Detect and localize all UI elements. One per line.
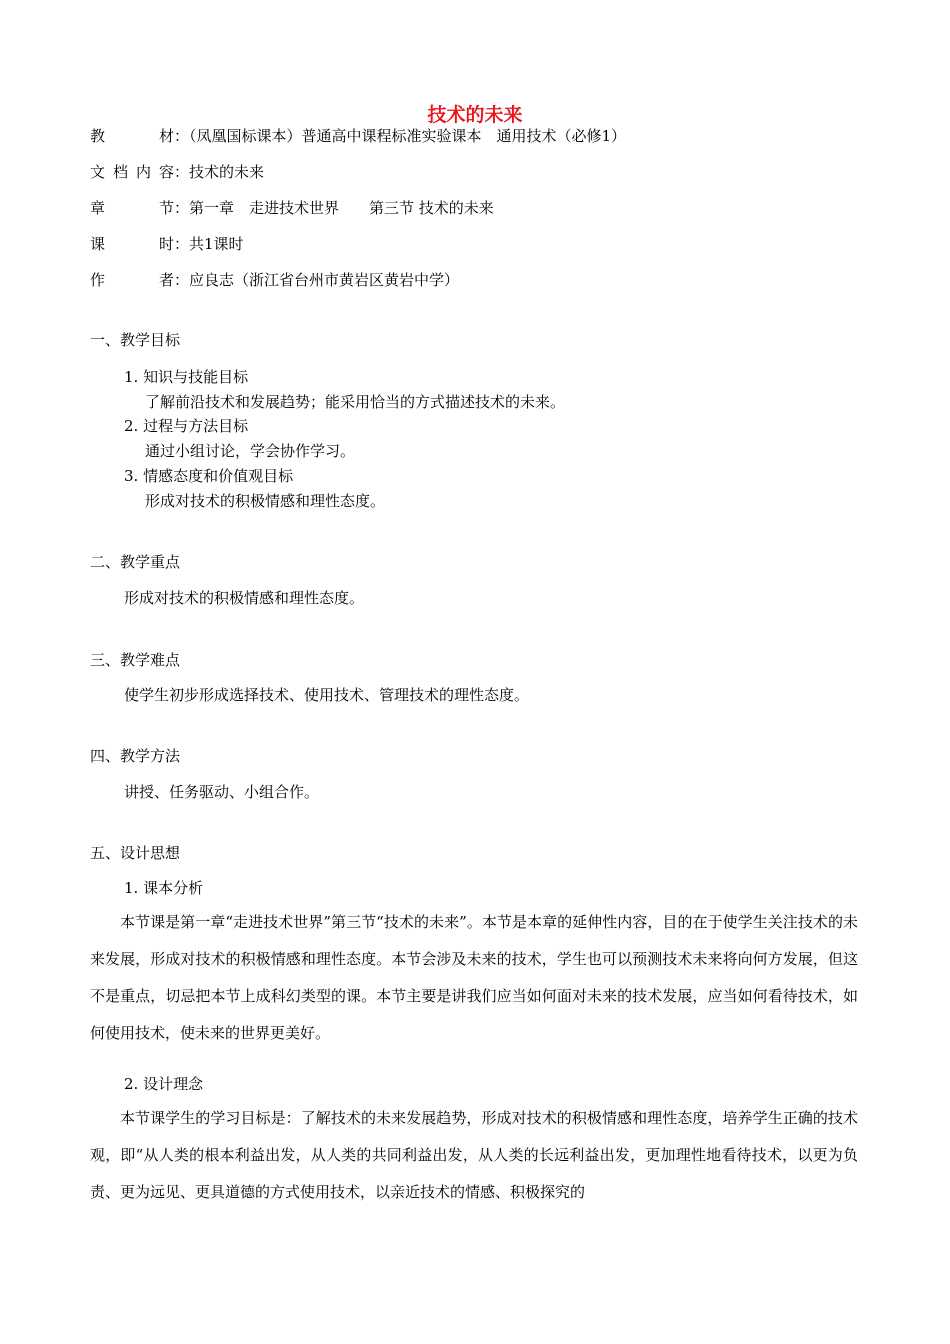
objective-text: 通过小组讨论，学会协作学习。 — [145, 442, 356, 460]
meta-value: 应良志（浙江省台州市黄岩区黄岩中学） — [189, 271, 460, 289]
meta-value: 第一章 走进技术世界 第三节 技术的未来 — [189, 199, 494, 217]
meta-sep: ： — [174, 271, 190, 289]
meta-key: 作者 — [90, 271, 174, 289]
meta-sep: ： — [174, 163, 190, 181]
section-text: 形成对技术的积极情感和理性态度。 — [124, 589, 365, 607]
section-heading: 五、设计思想 — [90, 844, 181, 862]
meta-key: 文档内容 — [90, 163, 174, 181]
subsection-label: 1. 课本分析 — [124, 879, 204, 897]
section-heading: 一、教学目标 — [90, 331, 181, 349]
paragraph-design-concept: 本节课学生的学习目标是：了解技术的未来发展趋势，形成对技术的积极情感和理性态度，培养学生正确的技术观，即“从人类的根本利益出发，从人类的共同利益出发，从人类的长远利益出发，更加理性地看待技术，以更为负责、更为远见、更具道德的方式使用技术，以亲近技术的情感、积极探究的 — [90, 1109, 858, 1201]
document-title: 技术的未来 — [427, 104, 523, 126]
meta-sep: ： — [174, 199, 190, 217]
meta-row-chapter — [90, 198, 494, 218]
meta-key: 教材 — [90, 127, 174, 145]
objective-label: 2. 过程与方法目标 — [124, 417, 249, 435]
paragraph-textbook-analysis: 本节课是第一章“走进技术世界”第三节“技术的未来”。本节是本章的延伸性内容，目的在于使学生关注技术的未来发展，形成对技术的积极情感和理性态度。本节会涉及未来的技术，学生也可以预测技术未来将向何方发展，但这不是重点，切忌把本节上成科幻类型的课。本节主要是讲我们应当如何面对未来的技术发展，应当如何看待技术，如何使用技术，使未来的世界更美好。 — [90, 913, 858, 1042]
meta-key: 课时 — [90, 235, 174, 253]
objective-text: 了解前沿技术和发展趋势；能采用恰当的方式描述技术的未来。 — [145, 393, 566, 411]
section-heading: 二、教学重点 — [90, 553, 181, 571]
objective-label: 1. 知识与技能目标 — [124, 368, 249, 386]
meta-value: （凤凰国标课本）普通高中课程标准实验课本 通用技术（必修1） — [189, 127, 627, 145]
meta-key: 章节 — [90, 199, 174, 217]
section-heading: 三、教学难点 — [90, 651, 181, 669]
section-text: 使学生初步形成选择技术、使用技术、管理技术的理性态度。 — [124, 686, 530, 704]
objective-label: 3. 情感态度和价值观目标 — [124, 467, 294, 485]
meta-row-textbook — [90, 126, 626, 146]
meta-value: 技术的未来 — [189, 163, 265, 181]
subsection-label: 2. 设计理念 — [124, 1075, 204, 1093]
meta-value: 共1课时 — [189, 235, 244, 253]
meta-sep: ： — [174, 127, 190, 145]
objective-text: 形成对技术的积极情感和理性态度。 — [145, 492, 386, 510]
meta-row-hours — [90, 234, 244, 254]
meta-sep: ： — [174, 235, 190, 253]
section-text: 讲授、任务驱动、小组合作。 — [124, 783, 320, 801]
meta-row-content — [90, 162, 264, 182]
section-heading: 四、教学方法 — [90, 747, 181, 765]
meta-row-author — [90, 270, 459, 290]
